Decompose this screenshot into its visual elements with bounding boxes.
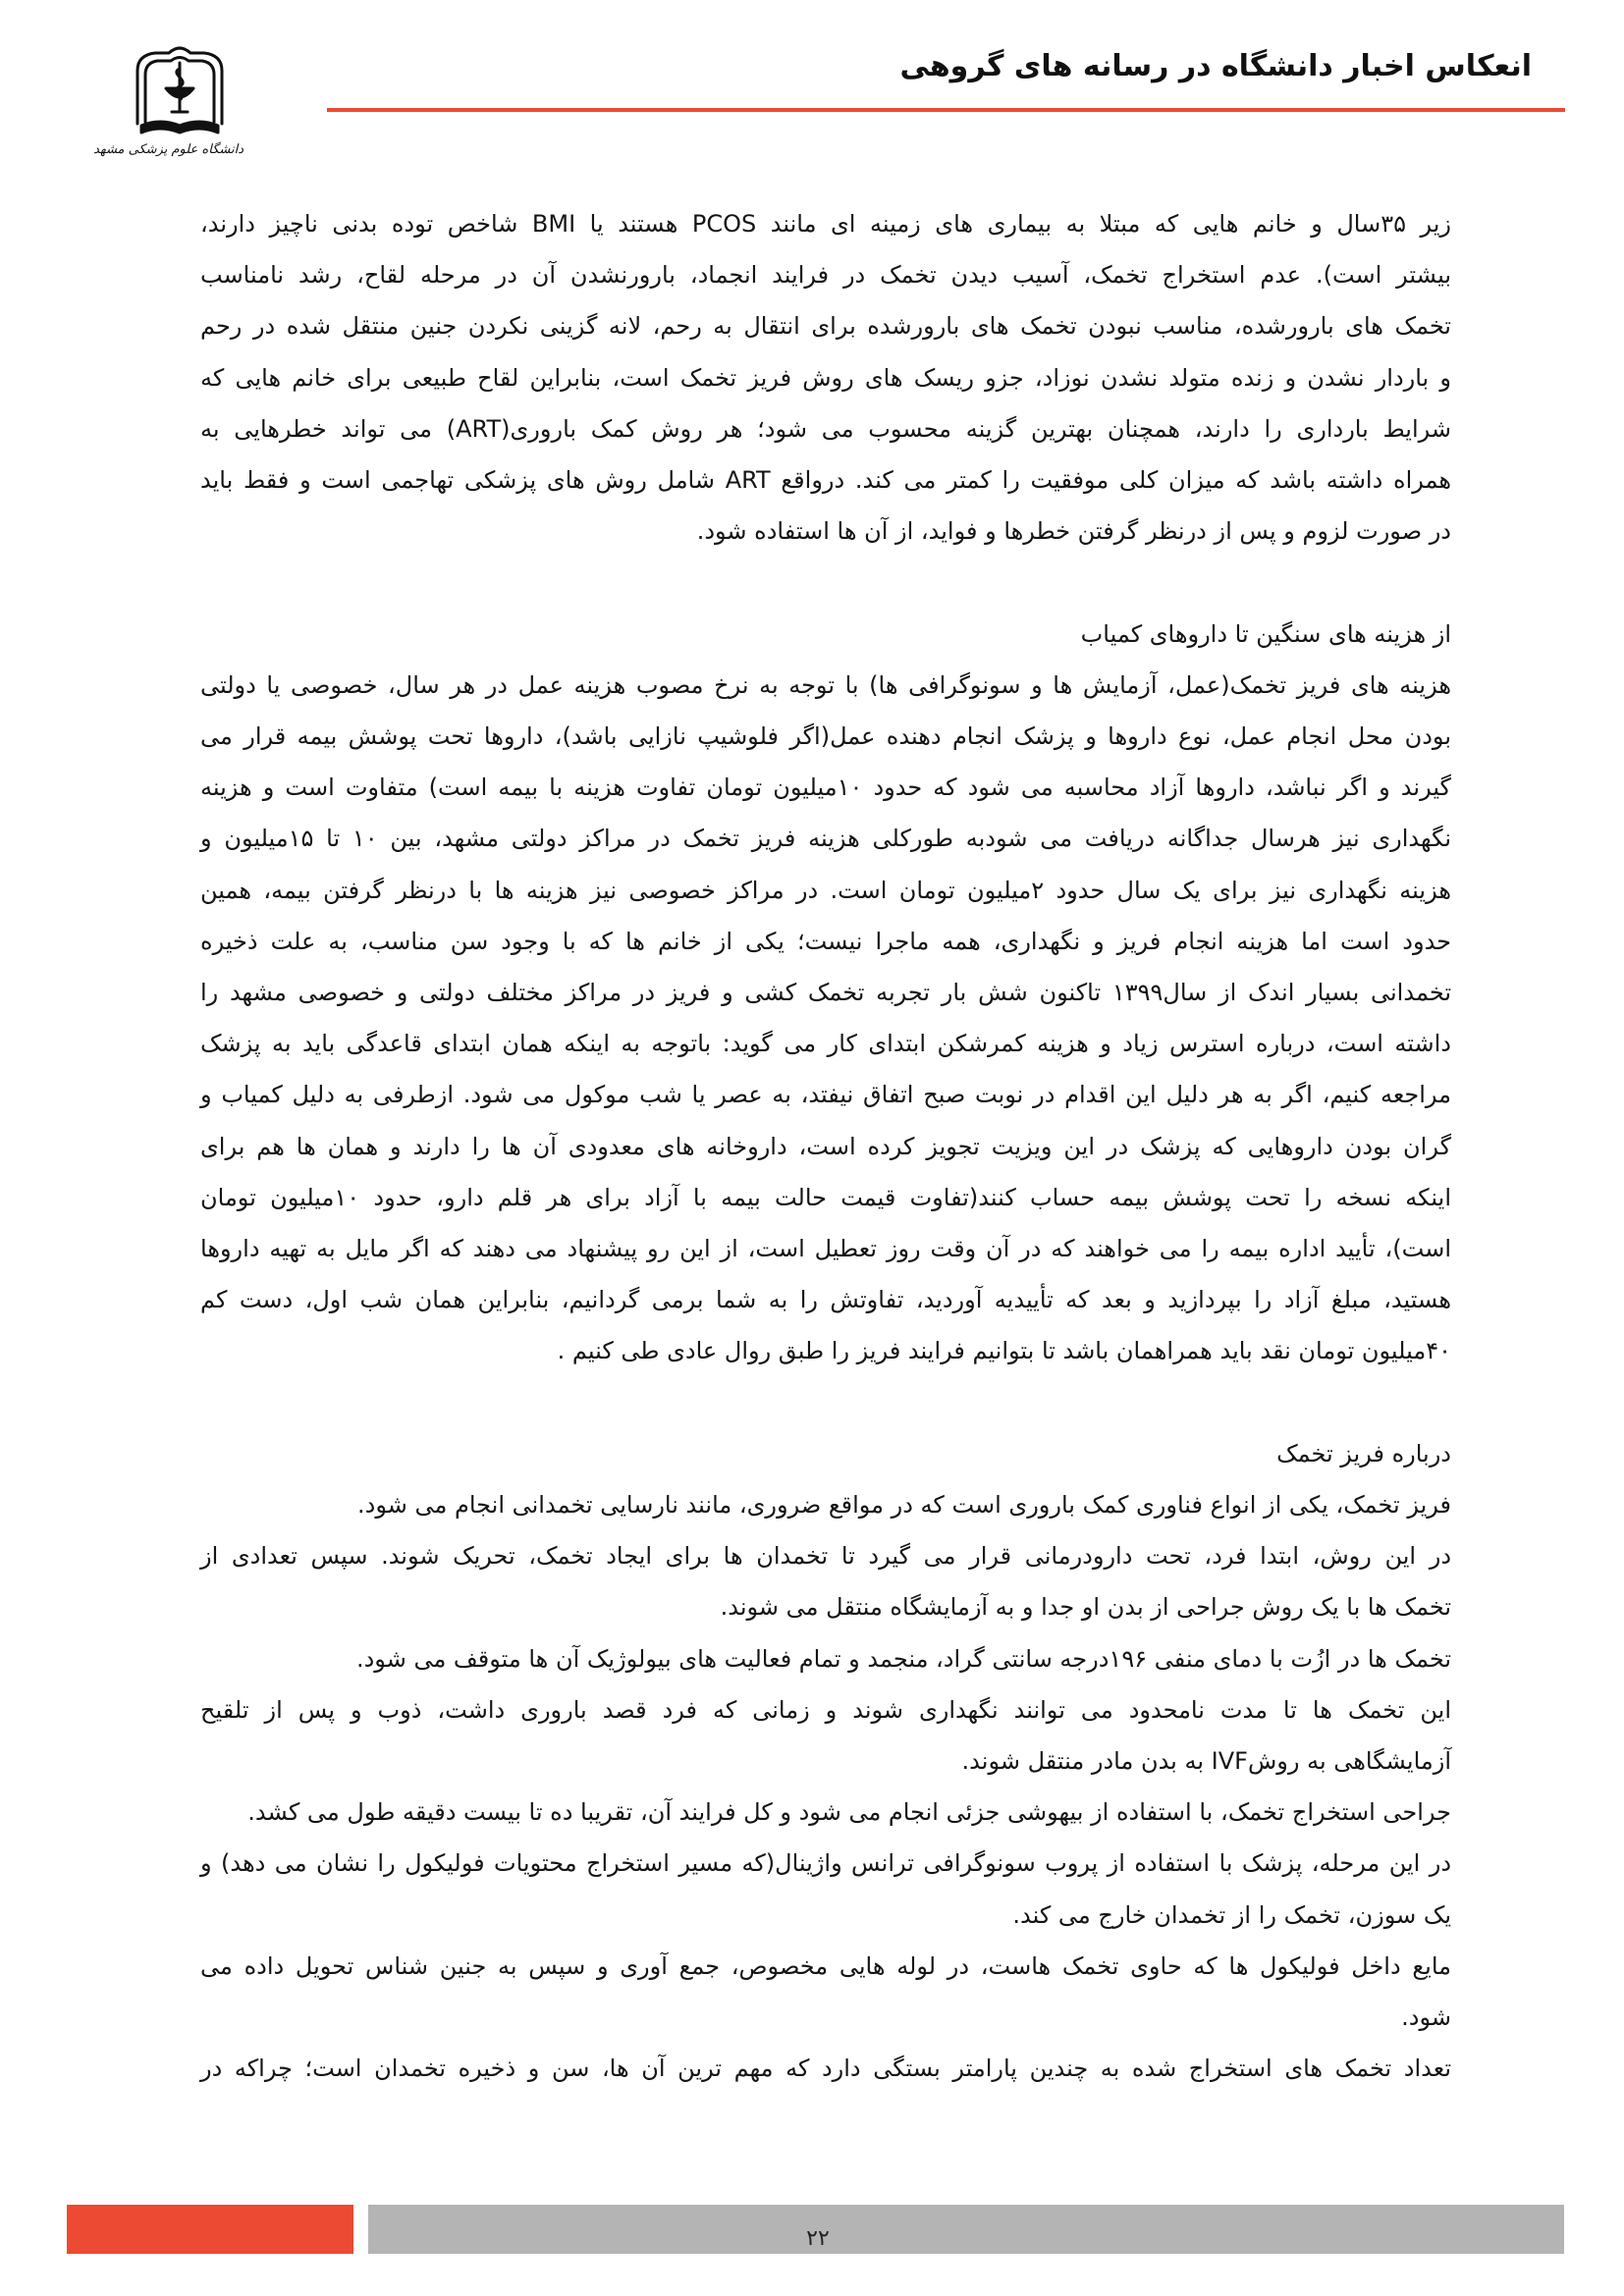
text-line: هستید، مبلغ آزاد را بپردازید و بعد که تأییدیه آوردید، تفاوتش را به شما برمی گردانیم، بنابراین همان شب اول، دست کم [200,1286,1451,1314]
text-line: اینکه نسخه را تحت پوشش بیمه حساب کنند(تفاوت قیمت حالت بیمه با آزاد برای هر قلم دارو، حدود ۱۰میلیون تومان [200,1183,1451,1211]
text-line: یک سوزن، تخمک را از تخمدان خارج می کند. [1012,1900,1451,1929]
paragraph [200,1684,1451,1787]
university-emblem-icon [126,41,234,137]
text-line: تخمک ها در ازُت با دمای منفی ۱۹۶درجه سانتی گراد، منجمد و تمام فعالیت های بیولوژیک آن ها متوقف می شود. [355,1644,1451,1673]
paragraph [200,1530,1451,1632]
text-line: فریز تخمک، یکی از انواع فناوری کمک باروری است که در مواقع ضروری، مانند نارسایی تخمدانی انجام می شود. [357,1491,1451,1520]
text-line: گیرند و اگر نباشد، داروها آزاد محاسبه می شود که حدود ۱۰میلیون تومان تفاوت هزینه با بیمه است) متفاوت است و هزینه [200,774,1451,802]
paragraph [200,2043,1451,2094]
text-line: شود. [1401,2003,1451,2032]
text-line: ۴۰میلیون تومان نقد باید همراهمان باشد تا بتوانیم فرایند فریز را طبق روال عادی طی کنیم . [557,1337,1451,1365]
logo-caption: دانشگاه علوم پزشکی مشهد [93,142,244,157]
text-line: هزینه های فریز تخمک(عمل، آزمایش ها و سونوگرافی ها) با توجه به نرخ مصوب هزینه عمل در هر سال، خصوصی یا دولتی [200,670,1451,699]
text-line: در این روش، ابتدا فرد، تحت دارودرمانی قرار می گیرد تا تخمدان ها برای ایجاد تخمک، تحریک شوند. سپس تعدادی از [200,1542,1451,1571]
university-logo [93,39,244,165]
section-heading: از هزینه های سنگین تا داروهای کمیاب [1080,619,1451,648]
text-line: حدود است اما هزینه انجام فریز و نگهداری، همه ماجرا نیست؛ یکی از خانم ها که با وجود سن مناسب، به علت ذخیره [200,927,1451,955]
text-line: بیشتر است). عدم استخراج تخمک، آسیب دیدن تخمک در فرایند انجماد، بارورنشدن آن در مرحله لقاح، رشد نامناسب [200,261,1451,290]
section-heading: درباره فریز تخمک [1276,1439,1451,1468]
footer-gray-bar [368,2205,1564,2254]
text-line: مایع داخل فولیکول ها که حاوی تخمک هاست، در لوله هایی مخصوص، جمع آوری و سپس به جنین شناس تحویل داده می [200,1951,1451,1980]
text-line: در صورت لزوم و پس از درنظر گرفتن خطرها و فواید، از آن ها استفاده شود. [696,517,1451,546]
text-line: گران بودن داروهایی که پزشک در این ویزیت تجویز کرده است، داروخانه های معدودی آن ها را دارند و همان ها هم برای [200,1132,1451,1160]
text-line: بودن محل انجام عمل، نوع داروها و پزشک انجام دهنده عمل(اگر فلوشیپ نازایی باشد)، داروها تحت پوشش بیمه قرار می [200,722,1451,751]
paragraph-spacer [200,1377,1451,1428]
paragraph-spacer [200,557,1451,608]
text-line: است)، تأیید اداره بیمه را می خواهند که در آن وقت روز تعطیل است، از این رو پیشنهاد می دهند که اگر مایل به تهیه داروها [200,1235,1451,1263]
paragraph [200,1479,1451,1530]
article-body [200,198,1451,2094]
page-header-title: انعکاس اخبار دانشگاه در رسانه های گروهی [899,49,1532,83]
paragraph [200,198,1451,557]
paragraph [200,1787,1451,1838]
text-line: تخمک های بارورشده، مناسب نبودن تخمک های بارورشده برای انتقال به رحم، لانه گزینی نکردن جنین منتقل شده در رحم [200,312,1451,341]
text-line: در این مرحله، پزشک با استفاده از پروب سونوگرافی ترانس واژینال(که مسیر استخراج محتویات فولیکول را نشان می دهد) و [200,1849,1451,1878]
text-line: زیر ۳۵سال و خانم هایی که مبتلا به بیماری های زمینه ای مانند PCOS هستند یا BMI شاخص توده بدنی ناچیز دارند، [200,210,1452,238]
footer-accent-bar [67,2205,353,2254]
text-line: هزینه نگهداری نیز برای یک سال حدود ۲میلیون تومان است. در مراکز خصوصی نیز هزینه ها با درنظر گرفتن بیمه، همین [200,876,1451,904]
paragraph [200,1633,1451,1684]
text-line: همراه داشته باشد که میزان کلی موفقیت را کمتر می کند. درواقع ART شامل روش های پزشکی تهاجمی است و فقط باید [200,466,1452,495]
header-rule [327,108,1565,112]
text-line: این تخمک ها تا مدت نامحدود می توانند نگهداری شوند و زمانی که فرد قصد باروری داشت، ذوب و پس از تلقیح [200,1695,1451,1724]
text-line: شرایط بارداری را دارند، همچنان بهترین گزینه محسوب می شود؛ هر روش کمک باروری(ART) می تواند خطرهایی به [200,414,1452,443]
text-line: تخمک ها با یک روش جراحی از بدن او جدا و به آزمایشگاه منتقل می شوند. [720,1593,1451,1622]
text-line: داشته است، درباره استرس زیاد و هزینه کمرشکن ابتدای کار می گوید: باتوجه به اینکه همان ابتدای قاعدگی باید به پزشک [200,1030,1451,1058]
text-line: جراحی استخراج تخمک، با استفاده از بیهوشی جزئی انجام می شود و کل فرایند آن، تقریبا ده تا بیست دقیقه طول می کشد. [247,1798,1451,1827]
paragraph [200,1941,1451,2043]
text-line: و باردار نشدن و زنده متولد نشدن نوزاد، جزو ریسک های روش فریز تخمک است، بنابراین لقاح طبیعی برای خانم هایی که [200,363,1451,392]
text-line: تعداد تخمک های استخراج شده به چندین پارامتر بستگی دارد که مهم ترین آن ها، سن و ذخیره تخمدان است؛ چراکه در [200,2055,1451,2083]
paragraph [200,1838,1451,1940]
page-number: ۲۲ [806,2226,830,2251]
text-line: مراجعه کنیم، اگر به هر دلیل این اقدام در نوبت صبح اتفاق نیفتد، به عصر یا شب موکول می شود. ازطرفی به دلیل کمیاب و [200,1081,1451,1109]
text-line: نگهداری نیز هرسال جداگانه دریافت می شودبه طورکلی هزینه فریز تخمک در مراکز دولتی مشهد، بین ۱۰ تا ۱۵میلیون و [200,825,1452,853]
text-line: آزمایشگاهی به روشIVF به بدن مادر منتقل شوند. [961,1747,1451,1776]
text-line: تخمدانی بسیار اندک از سال۱۳۹۹ تاکنون شش بار تجربه تخمک کشی و فریز در مراکز مختلف دولتی و خصوصی مشهد را [200,979,1451,1007]
paragraph [200,660,1451,1377]
